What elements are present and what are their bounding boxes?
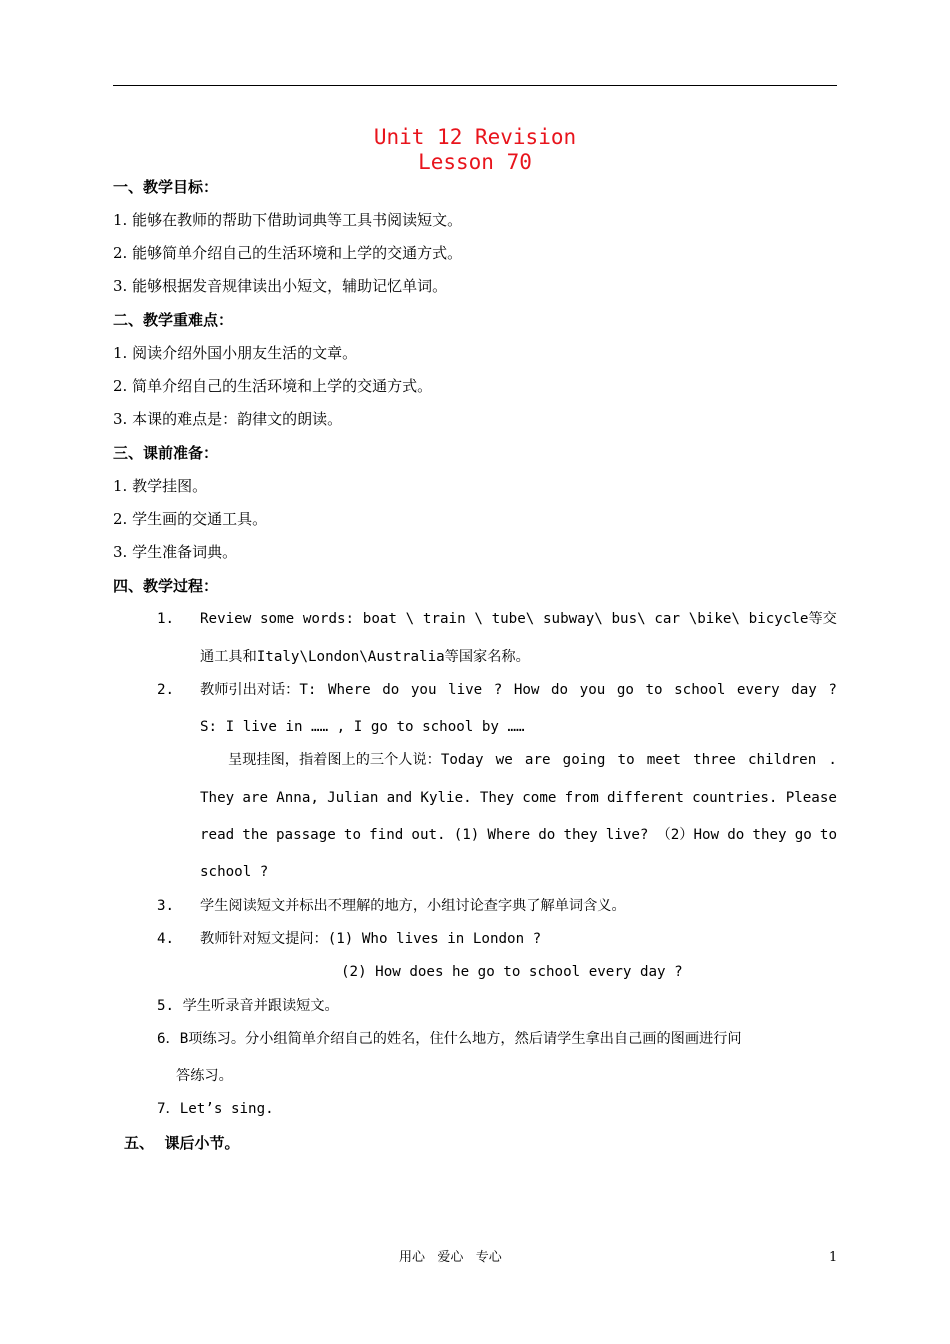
word: from bbox=[564, 790, 599, 806]
step7-text: 7．Let’s sing. bbox=[157, 1101, 274, 1117]
word: go bbox=[616, 682, 634, 698]
word: we bbox=[495, 752, 513, 768]
step-number: 2. bbox=[157, 682, 175, 698]
word: 6．B项练习。分小组简单介绍自己的姓名，住什么地方，然后请学生拿出自己画的图画进行问 bbox=[157, 1031, 742, 1047]
step6-line2: 答练习。 bbox=[176, 1068, 233, 1084]
word: to bbox=[617, 752, 635, 768]
step3-text: 学生阅读短文并标出不理解的地方，小组讨论查字典了解单词含义。 bbox=[200, 898, 626, 914]
unit-title: Unit 12 Revision bbox=[373, 125, 577, 149]
preparation-item: 3. 学生准备词典。 bbox=[113, 543, 238, 561]
word: Julian bbox=[327, 790, 379, 806]
word: ? bbox=[493, 682, 503, 698]
key-point-item: 3. 本课的难点是：韵律文的朗读。 bbox=[113, 410, 343, 428]
word: Review bbox=[200, 611, 252, 627]
word: Kylie. bbox=[420, 790, 472, 806]
word: different bbox=[606, 790, 684, 806]
section-heading-objectives: 一、教学目标： bbox=[113, 178, 219, 196]
word: bus\ bbox=[611, 611, 646, 627]
word: three bbox=[693, 752, 736, 768]
footer-motto: 用心 爱心 专心 bbox=[399, 1250, 502, 1265]
section-heading-process: 四、教学过程： bbox=[113, 577, 219, 595]
page-number: 1 bbox=[829, 1250, 838, 1265]
word: come bbox=[522, 790, 557, 806]
word: tube\ bbox=[491, 611, 535, 627]
word: (1) bbox=[453, 827, 480, 843]
word: countries. bbox=[692, 790, 778, 806]
step2-line6: school ? bbox=[200, 864, 269, 880]
step2-line2: S: I live in …… , I go to school by …… bbox=[200, 719, 525, 735]
word: Where bbox=[487, 827, 531, 843]
word: every bbox=[736, 682, 780, 698]
preparation-item: 2. 学生画的交通工具。 bbox=[113, 510, 268, 528]
word: How bbox=[513, 682, 540, 698]
word: do bbox=[382, 682, 400, 698]
word: are bbox=[242, 790, 268, 806]
word: go bbox=[794, 827, 812, 843]
word: 呈现挂图，指着图上的三个人说：Today bbox=[228, 752, 484, 768]
word: ? bbox=[828, 682, 837, 698]
step2-line5 bbox=[200, 825, 837, 845]
word: they bbox=[752, 827, 787, 843]
objective-item: 1. 能够在教师的帮助下借助词典等工具书阅读短文。 bbox=[113, 211, 463, 229]
step2-line4 bbox=[200, 788, 837, 808]
word: Where bbox=[327, 682, 371, 698]
word: . bbox=[828, 752, 837, 768]
step-number: 3. bbox=[157, 898, 175, 914]
word: car bbox=[654, 611, 680, 627]
word: and bbox=[386, 790, 413, 806]
word: some bbox=[259, 611, 295, 627]
word: read bbox=[200, 827, 235, 843]
word: live? bbox=[605, 827, 649, 843]
word: meet bbox=[646, 752, 681, 768]
word: they bbox=[563, 827, 598, 843]
word: you bbox=[410, 682, 437, 698]
word: 教师引出对话：T: bbox=[200, 682, 317, 698]
word: \bike\ bbox=[688, 611, 740, 627]
preparation-item: 1. 教学挂图。 bbox=[113, 477, 208, 495]
word: bicycle等交 bbox=[748, 611, 837, 627]
word: train bbox=[422, 611, 466, 627]
objective-item: 3. 能够根据发音规律读出小短文，辅助记忆单词。 bbox=[113, 277, 448, 295]
word: （2）How bbox=[656, 827, 720, 843]
step6-line1 bbox=[157, 1029, 837, 1049]
word: boat bbox=[362, 611, 397, 627]
word: you bbox=[579, 682, 606, 698]
word: They bbox=[200, 790, 235, 806]
word: \ bbox=[474, 611, 483, 627]
section-heading-preparation: 三、课前准备： bbox=[113, 444, 219, 462]
step4-subquestion: (2) How does he go to school every day ? bbox=[341, 964, 683, 980]
word: to bbox=[343, 827, 362, 843]
step-number: 4. bbox=[157, 931, 175, 947]
word: are bbox=[524, 752, 551, 768]
key-point-item: 2. 简单介绍自己的生活环境和上学的交通方式。 bbox=[113, 377, 433, 395]
step1-line1 bbox=[200, 609, 837, 629]
step1-line2: 通工具和Italy\London\Australia等国家名称。 bbox=[200, 649, 530, 665]
word: children bbox=[747, 752, 817, 768]
word: words: bbox=[302, 611, 355, 627]
word: school bbox=[674, 682, 726, 698]
word: subway\ bbox=[543, 611, 603, 627]
word: Please bbox=[785, 790, 837, 806]
step-number: 1. bbox=[157, 611, 175, 627]
objective-item: 2. 能够简单介绍自己的生活环境和上学的交通方式。 bbox=[113, 244, 463, 262]
step2-line1 bbox=[200, 680, 837, 700]
word: to bbox=[645, 682, 663, 698]
word: do bbox=[727, 827, 745, 843]
word: do bbox=[538, 827, 556, 843]
word: \ bbox=[405, 611, 415, 627]
lesson-title: Lesson 70 bbox=[418, 150, 532, 174]
word: to bbox=[819, 827, 837, 843]
word: Anna, bbox=[276, 790, 319, 806]
step4-text: 教师针对短文提问：(1) Who lives in London ? bbox=[200, 931, 542, 947]
section-heading-summary: 五、 课后小节。 bbox=[124, 1134, 240, 1152]
word: day bbox=[791, 682, 817, 698]
word: the bbox=[242, 827, 268, 843]
word: going bbox=[562, 752, 606, 768]
word: do bbox=[551, 682, 569, 698]
step5-text: 5. 学生听录音并跟读短文。 bbox=[157, 998, 339, 1014]
word: live bbox=[448, 682, 483, 698]
word: find bbox=[369, 827, 404, 843]
word: passage bbox=[276, 827, 336, 843]
section-heading-key-points: 二、教学重难点： bbox=[113, 311, 234, 329]
word: They bbox=[479, 790, 515, 806]
step2-line3 bbox=[228, 750, 837, 770]
word: out. bbox=[411, 827, 446, 843]
header-rule bbox=[113, 85, 837, 86]
key-point-item: 1. 阅读介绍外国小朋友生活的文章。 bbox=[113, 344, 358, 362]
